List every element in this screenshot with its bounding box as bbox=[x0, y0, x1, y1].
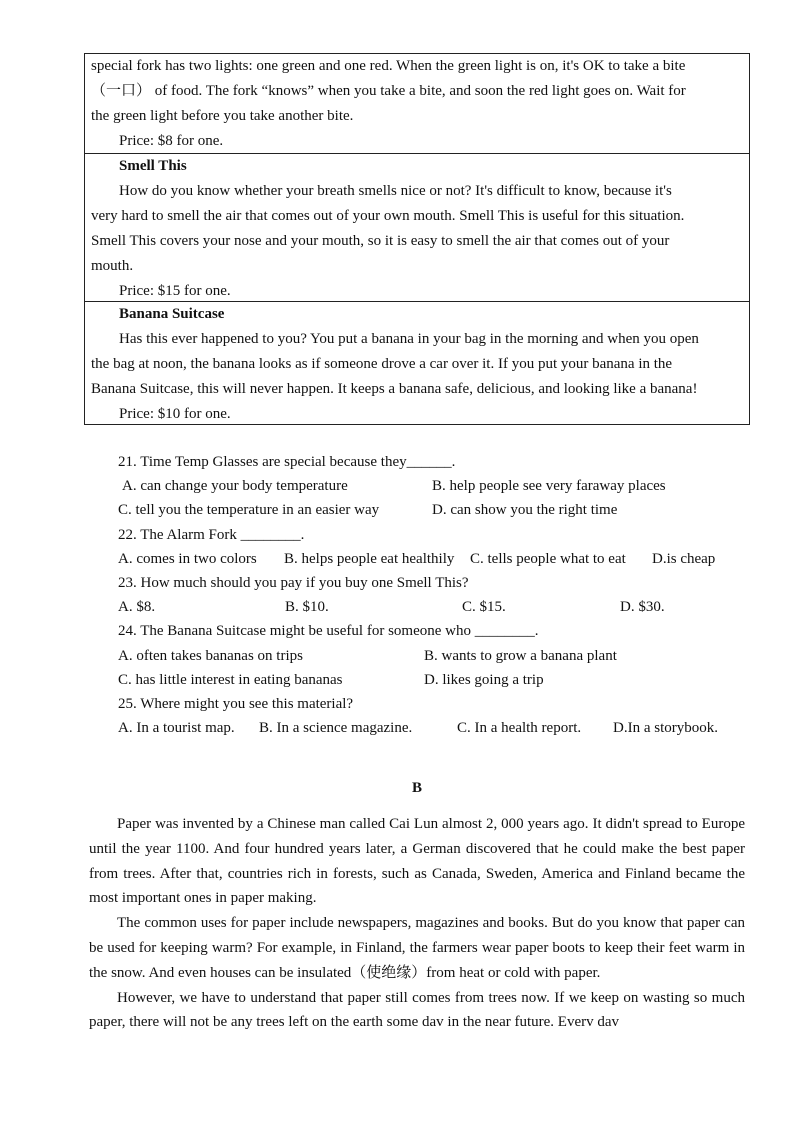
smell-price: Price: $15 for one. bbox=[119, 283, 231, 299]
q23-stem-text: 23. How much should you pay if you buy one Smell This? bbox=[118, 574, 469, 591]
passage-paragraph: Paper was invented by a Chinese man called Cai Lun almost 2, 000 years ago. It didn't spread to Europe until the year 1100. And four hundred years later, a German discovered that he could make the best paper from trees. After that, countries rich in forests, such as Canada, Sweden, America and Finland became the most important ones in paper making. bbox=[89, 816, 745, 907]
fork-price: Price: $8 for one. bbox=[119, 133, 224, 149]
q25-stem bbox=[118, 692, 738, 716]
q23-stem bbox=[118, 571, 738, 595]
q23-options bbox=[118, 595, 738, 619]
smell-line-3: Smell This covers your nose and your mouth, so it is easy to smell the air that comes out of your bbox=[91, 233, 670, 249]
q24-options-cd bbox=[118, 668, 738, 692]
product-table bbox=[84, 53, 750, 425]
q23-option-c[interactable]: C. $15. bbox=[462, 599, 506, 616]
banana-title: Banana Suitcase bbox=[119, 306, 225, 322]
passage-b bbox=[89, 812, 745, 1035]
q24-stem-text: 24. The Banana Suitcase might be useful for someone who ________. bbox=[118, 623, 539, 640]
q22-option-b[interactable]: B. helps people eat healthily bbox=[284, 550, 455, 567]
q22-options bbox=[118, 547, 738, 571]
section-heading: B bbox=[412, 780, 423, 796]
banana-suitcase-cell bbox=[85, 302, 749, 424]
q21-option-c[interactable]: C. tell you the temperature in an easier way bbox=[118, 502, 380, 519]
alarm-fork-cell bbox=[85, 54, 749, 154]
q22-option-d[interactable]: D.is cheap bbox=[652, 550, 716, 567]
q21-stem-text: 21. Time Temp Glasses are special because they______. bbox=[118, 454, 456, 470]
q24-option-d[interactable]: D. likes going a trip bbox=[424, 671, 544, 688]
q24-option-c[interactable]: C. has little interest in eating bananas bbox=[118, 671, 343, 688]
q22-stem bbox=[118, 523, 738, 547]
q24-option-a[interactable]: A. often takes bananas on trips bbox=[118, 647, 303, 664]
fork-line-2: （一口） of food. The fork “knows” when you take a bite, and soon the red light goes on. Wait for bbox=[91, 83, 686, 99]
q24-options-ab bbox=[118, 644, 738, 668]
smell-line-2: very hard to smell the air that comes out of your own mouth. Smell This is useful for this situation. bbox=[91, 208, 685, 224]
q22-option-a[interactable]: A. comes in two colors bbox=[118, 550, 257, 567]
smell-line-4: mouth. bbox=[91, 258, 134, 274]
q22-stem-text: 22. The Alarm Fork ________. bbox=[118, 526, 305, 543]
q25-option-a[interactable]: A. In a tourist map. bbox=[118, 720, 235, 737]
q21-stem bbox=[118, 450, 738, 474]
q25-stem-text: 25. Where might you see this material? bbox=[118, 695, 354, 712]
q24-stem bbox=[118, 619, 738, 643]
q25-option-d[interactable]: D.In a storybook. bbox=[613, 720, 718, 737]
q23-option-a[interactable]: A. $8. bbox=[118, 599, 156, 616]
questions-block bbox=[118, 450, 738, 740]
passage-paragraph: The common uses for paper include newspapers, magazines and books. But do you know that paper can be used for keeping warm? For example, in Finland, the farmers wear paper boots to keep their feet warm in the snow. And even houses can be insulated（使绝缘）from heat or cold with paper. bbox=[89, 915, 745, 981]
banana-line-3: Banana Suitcase, this will never happen. It keeps a banana safe, delicious, and looking like a banana! bbox=[91, 381, 698, 397]
fork-line-1: special fork has two lights: one green and one red. When the green light is on, it's OK to take a bite bbox=[91, 58, 686, 74]
q21-option-a[interactable]: A. can change your body temperature bbox=[122, 478, 348, 495]
fork-line-3: the green light before you take another bite. bbox=[91, 108, 354, 124]
smell-title: Smell This bbox=[119, 158, 187, 174]
q23-option-d[interactable]: D. $30. bbox=[620, 599, 665, 616]
q21-options-ab bbox=[118, 474, 738, 498]
q21-option-b[interactable]: B. help people see very faraway places bbox=[432, 478, 666, 495]
banana-line-1: Has this ever happened to you? You put a banana in your bag in the morning and when you open bbox=[119, 331, 699, 347]
q23-option-b[interactable]: B. $10. bbox=[285, 599, 329, 616]
banana-line-2: the bag at noon, the banana looks as if someone drove a car over it. If you put your banana in the bbox=[91, 356, 673, 372]
q21-options-cd bbox=[118, 498, 738, 522]
smell-line-1: How do you know whether your breath smells nice or not? It's difficult to know, because it's bbox=[119, 183, 672, 199]
q24-option-b[interactable]: B. wants to grow a banana plant bbox=[424, 647, 617, 664]
q22-option-c[interactable]: C. tells people what to eat bbox=[470, 550, 626, 567]
smell-this-cell bbox=[85, 154, 749, 302]
q25-option-c[interactable]: C. In a health report. bbox=[457, 720, 582, 737]
banana-price: Price: $10 for one. bbox=[119, 406, 231, 422]
q25-option-b[interactable]: B. In a science magazine. bbox=[259, 720, 413, 737]
q21-option-d[interactable]: D. can show you the right time bbox=[432, 502, 618, 519]
q25-options bbox=[118, 716, 738, 740]
passage-paragraph: However, we have to understand that paper still comes from trees now. If we keep on wasting so much paper, there will not be any trees left on the earth some dav in the near future. Everv dav bbox=[89, 989, 745, 1031]
